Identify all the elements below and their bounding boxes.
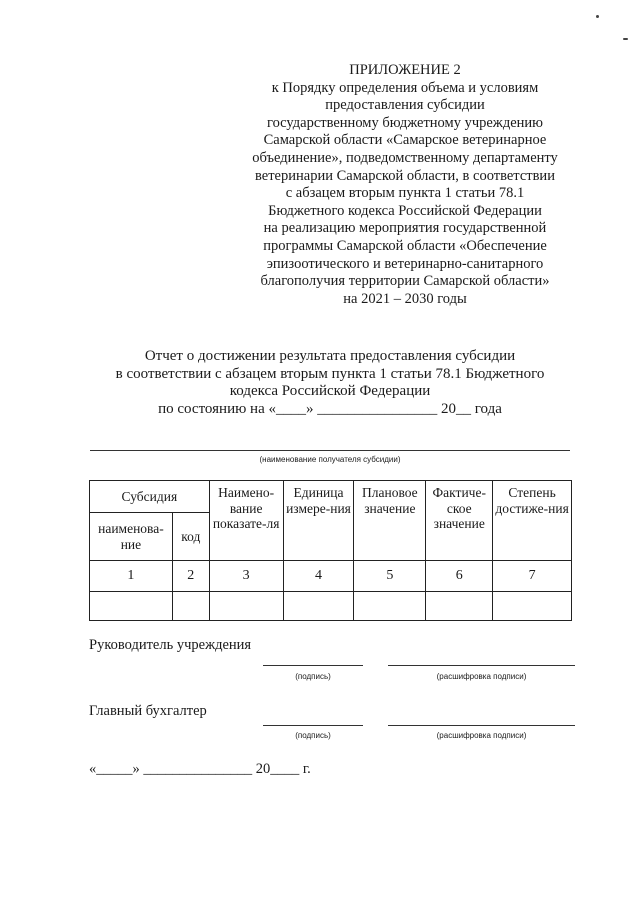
appendix-line: Самарской области «Самарское ветеринарное <box>263 132 547 149</box>
accountant-decode-line <box>388 725 575 726</box>
table-subheader-code: код <box>172 513 209 561</box>
table-cell <box>90 592 173 621</box>
head-decode-line <box>388 665 575 666</box>
appendix-line: Бюджетного кодекса Российской Федерации <box>268 202 542 219</box>
appendix-title: ПРИЛОЖЕНИЕ 2 <box>349 62 461 78</box>
accountant-decode-caption: (расшифровка подписи) <box>436 731 527 740</box>
table-cell <box>493 592 572 621</box>
accountant-label: Главный бухгалтер <box>89 703 207 719</box>
head-decode-caption: (расшифровка подписи) <box>436 672 527 681</box>
table-cell <box>172 592 209 621</box>
head-signature-line <box>263 665 363 666</box>
report-table <box>89 480 572 621</box>
report-title-line: Отчет о достижении результата предоставления субсидии <box>144 348 516 364</box>
head-label: Руководитель учреждения <box>89 637 252 653</box>
appendix-line: на 2021 – 2030 годы <box>343 290 467 307</box>
appendix-line: государственному бюджетному учреждению <box>266 114 543 131</box>
table-cell: 3 <box>209 561 283 592</box>
appendix-line: программы Самарской области «Обеспечение <box>263 237 547 254</box>
report-title-line: кодекса Российской Федерации <box>229 383 431 399</box>
table-row <box>90 592 572 621</box>
appendix-line: эпизоотического и ветеринарно-санитарного <box>266 255 544 272</box>
appendix-line: с абзацем вторым пункта 1 статьи 78.1 <box>285 185 525 202</box>
accountant-signature-caption: (подпись) <box>295 731 331 740</box>
table-header-indicator: Наимено-вание показате-ля <box>209 481 283 561</box>
table-subheader-name: наименова-ние <box>90 513 173 561</box>
recipient-caption: (наименование получателя субсидии) <box>259 455 401 464</box>
table-cell: 5 <box>354 561 426 592</box>
report-date-line: по состоянию на «____» ________________ 20__ года <box>158 400 502 417</box>
report-title-line: в соответствии с абзацем вторым пункта 1 статьи 78.1 Бюджетного <box>115 365 545 382</box>
signature-date-line: «_____» _______________ 20____ г. <box>89 761 311 777</box>
scan-speck <box>596 15 599 18</box>
appendix-line: ветеринарии Самарской области, в соответствии <box>255 167 555 184</box>
table-cell: 6 <box>426 561 493 592</box>
table-header-degree: Степень достиже-ния <box>493 481 572 561</box>
table-cell <box>426 592 493 621</box>
table-cell <box>283 592 354 621</box>
appendix-line: благополучия территории Самарской области» <box>260 273 550 290</box>
recipient-name-line <box>90 450 570 451</box>
table-cell: 2 <box>172 561 209 592</box>
head-signature-caption: (подпись) <box>295 672 331 681</box>
accountant-signature-line <box>263 725 363 726</box>
appendix-line: к Порядку определения объема и условиям <box>271 79 539 96</box>
table-header-actual: Фактиче-ское значение <box>426 481 493 561</box>
table-cell <box>354 592 426 621</box>
report-title <box>100 348 560 418</box>
table-header-unit: Единица измере-ния <box>283 481 354 561</box>
appendix-line: объединение», подведомственному департаменту <box>252 149 558 166</box>
table-cell: 7 <box>493 561 572 592</box>
table-cell <box>209 592 283 621</box>
table-number-row <box>90 561 572 592</box>
table-cell: 1 <box>90 561 173 592</box>
table-cell: 4 <box>283 561 354 592</box>
appendix-line: на реализацию мероприятия государственной <box>263 220 547 237</box>
table-header-subsidy: Субсидия <box>90 481 210 513</box>
table-header-planned: Плановое значение <box>354 481 426 561</box>
scan-speck <box>623 38 628 40</box>
appendix-line: предоставления субсидии <box>325 97 485 114</box>
appendix-header <box>240 62 570 308</box>
